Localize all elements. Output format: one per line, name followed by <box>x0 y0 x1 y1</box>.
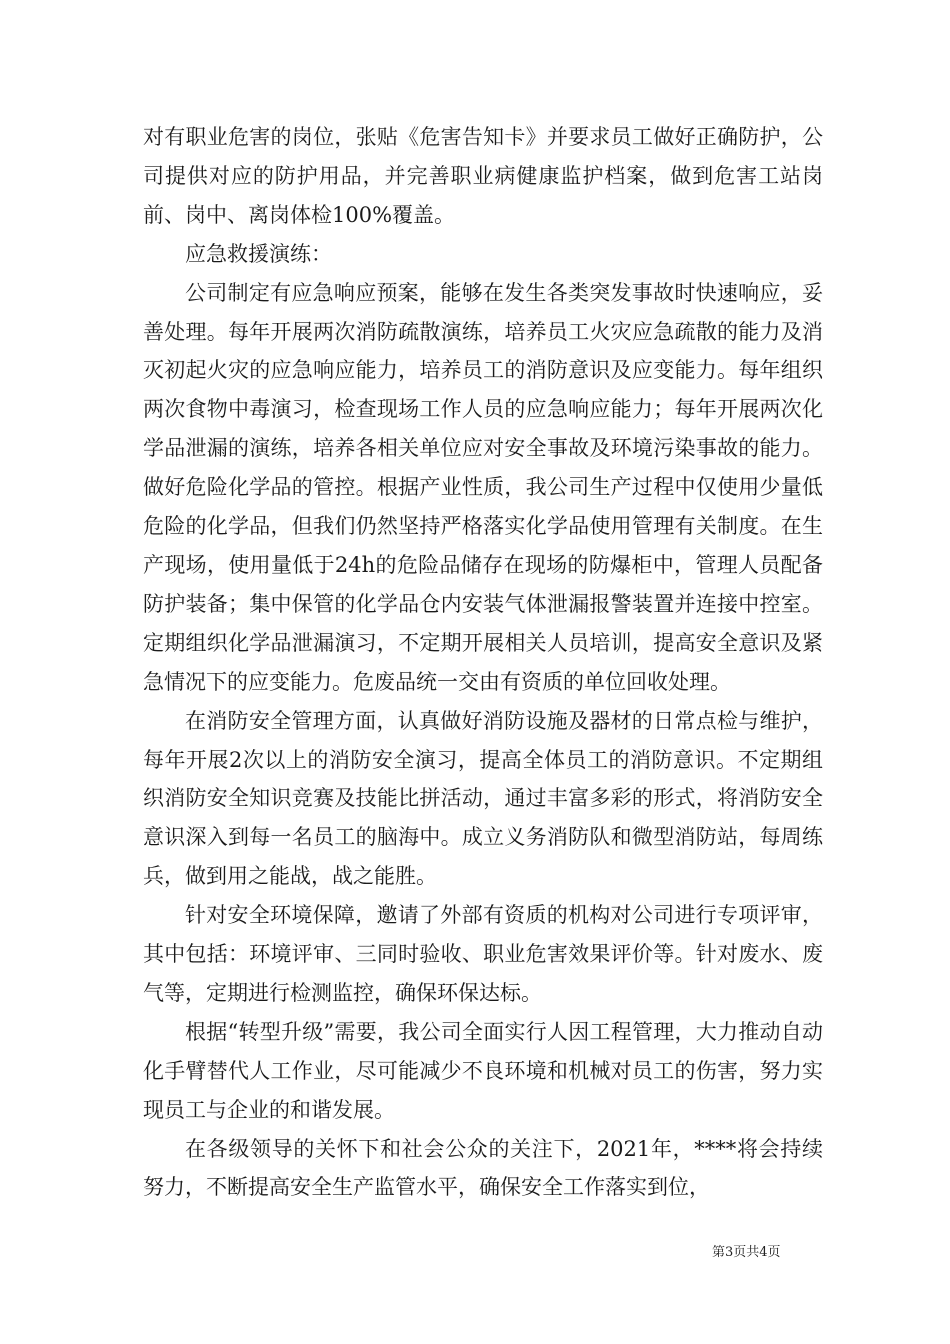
paragraph-fire-safety: 在消防安全管理方面，认真做好消防设施及器材的日常点检与维护，每年开展2次以上的消防安全演习，提高全体员工的消防意识。不定期组织消防安全知识竞赛及技能比拼活动，通过丰富多彩的形式，将消防安全意识深入到每一名员工的脑海中。成立义务消防队和微型消防站，每周练兵，做到用之能战，战之能胜。 <box>143 708 823 889</box>
paragraph-occupational-hazard: 对有职业危害的岗位，张贴《危害告知卡》并要求员工做好正确防护，公司提供对应的防护用品，并完善职业病健康监护档案，做到危害工站岗前、岗中、离岗体检100%覆盖。 <box>143 125 823 227</box>
paragraph-transformation: 根据“转型升级”需要，我公司全面实行人因工程管理，大力推动自动化手臂替代人工作业，尽可能减少不良环境和机械对员工的伤害，努力实现员工与企业的和谐发展。 <box>143 1019 823 1122</box>
paragraph-outlook: 在各级领导的关怀下和社会公众的关注下，2021年，****将会持续努力，不断提高安全生产监管水平，确保安全工作落实到位， <box>143 1136 823 1200</box>
section-heading-emergency-drill: 应急救援演练： <box>185 241 332 266</box>
page-number-footer: 第3页共4页 <box>712 1245 781 1260</box>
document-body <box>143 118 823 1207</box>
paragraph-emergency-plan: 公司制定有应急响应预案，能够在发生各类突发事故时快速响应，妥善处理。每年开展两次消防疏散演练，培养员工火灾应急疏散的能力及消灭初起火灾的应急响应能力，培养员工的消防意识及应变能力。每年组织两次食物中毒演习，检查现场工作人员的应急响应能力；每年开展两次化学品泄漏的演练，培养各相关单位应对安全事故及环境污染事故的能力。做好危险化学品的管控。根据产业性质，我公司生产过程中仅使用少量低危险的化学品，但我们仍然坚持严格落实化学品使用管理有关制度。在生产现场，使用量低于24h的危险品储存在现场的防爆柜中，管理人员配备防护装备；集中保管的化学品仓内安装气体泄漏报警装置并连接中控室。定期组织化学品泄漏演习，不定期开展相关人员培训，提高安全意识及紧急情况下的应变能力。危废品统一交由有资质的单位回收处理。 <box>143 280 823 694</box>
paragraph-environment-assessment: 针对安全环境保障，邀请了外部有资质的机构对公司进行专项评审，其中包括：环境评审、三同时验收、职业危害效果评价等。针对废水、废气等，定期进行检测监控，确保环保达标。 <box>143 903 823 1005</box>
